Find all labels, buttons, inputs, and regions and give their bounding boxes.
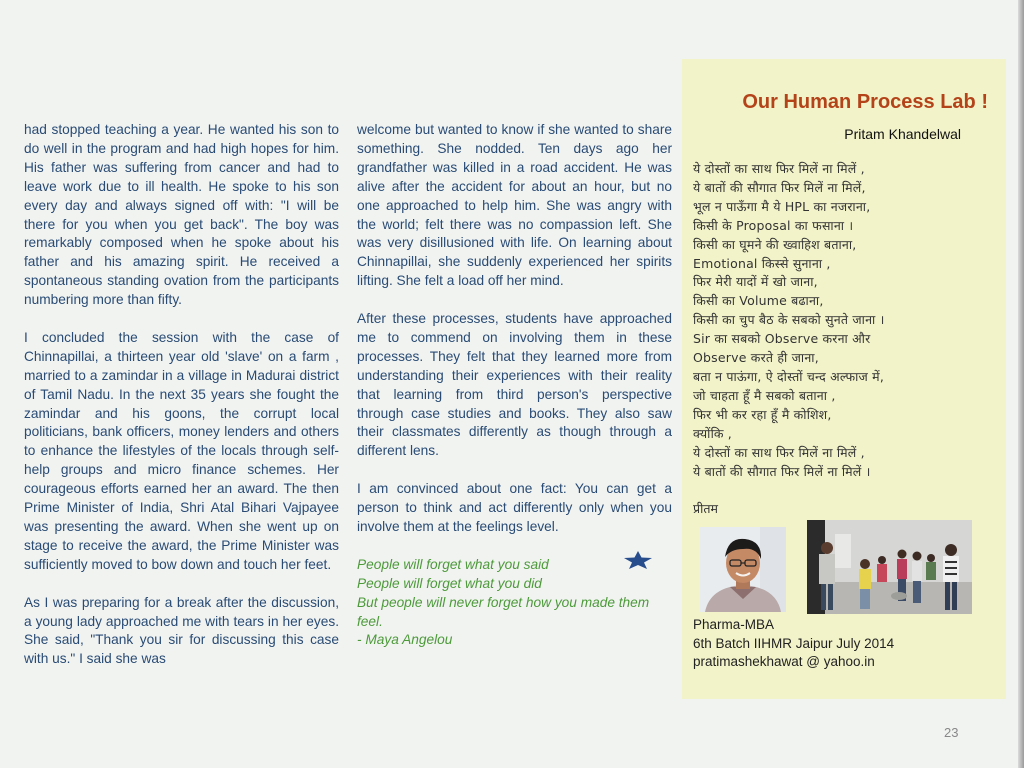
poem-line: फिर मेरी यादों में खो जाना,: [693, 274, 818, 290]
poem-line: Emotional किस्से सुनाना ,: [693, 255, 831, 271]
poem-line: ये बातों की सौगात फिर मिलें ना मिलें ।: [693, 463, 871, 479]
poem-line: फिर भी कर रहा हूँ मै कोशिश,: [693, 406, 832, 422]
classroom-group-photo: [807, 520, 972, 614]
author-portrait-photo: [700, 527, 786, 612]
poem-line: ये दोस्तों का साथ फिर मिलें ना मिलें ,: [693, 444, 865, 460]
left-column: [24, 121, 339, 688]
paragraph: I am convinced about one fact: You can get a person to think and act differently only when you involve them at the feelings level.: [357, 481, 672, 534]
poem-line: किसी के Proposal का फसाना ।: [693, 217, 854, 233]
paragraph: As I was preparing for a break after the discussion, a young lady approached me with tears in her eyes. She said, "Thank you sir for discussing this case with us." I said she was: [24, 594, 339, 667]
program-line: Pharma-MBA: [693, 617, 775, 632]
poem-line: भूल न पाऊँगा मै ये HPL का नजराना,: [693, 198, 871, 214]
quote-attribution: - Maya Angelou: [357, 632, 453, 648]
poem-line: जो चाहता हूँ मै सबको बताना ,: [693, 387, 836, 403]
star-icon: [623, 550, 653, 570]
page-number: 23: [944, 725, 959, 740]
paragraph: had stopped teaching a year. He wanted his son to do well in the program and had high hopes for him. His father was suffering from cancer and had to leave work due to ill health. He spoke to his son every day and always signed off with: "I will be there for you when you get back". The boy was remarkably composed when he spoke about his father and his amazing spirit. He received a spontaneous standing ovation from the participants numbering more than fifty.: [24, 122, 339, 308]
human-process-lab-panel: [682, 59, 1006, 699]
batch-line: 6th Batch IIHMR Jaipur July 2014: [693, 635, 895, 651]
panel-author: Pritam Khandelwal: [844, 126, 961, 142]
quote-line: But people will never forget how you made them feel.: [357, 594, 650, 629]
paragraph: After these processes, students have approached me to commend on involving them in these processes. They felt that they learned more from understanding their experiences with their reality that learning from third person's perspective through case studies and books. They also saw their classmates differently as though through a different lens.: [357, 311, 672, 459]
poem-line: ये बातों की सौगात फिर मिलें ना मिलें,: [693, 179, 866, 195]
hindi-poem: [693, 160, 993, 481]
poem-signoff: प्रीतम: [693, 501, 718, 516]
paragraph: I concluded the session with the case of Chinnapillai, a thirteen year old 'slave' on a farm , married to a zamindar in a village in Madurai district of Tamil Nadu. In the next 35 years she fought the zamindar and his goons, the corrupt local politicians, bank officers, money lenders and others to enhance the lifestyles of the locals through self-help groups and micro finance schemes. Her courageous efforts earned her an award. The then Prime Minister of India, Shri Atal Bihari Vajpayee was presenting the award. When she went up on stage to receive the award, the Prime Minister was sufficiently moved to bow down and touch her feet.: [24, 329, 339, 572]
email-line: pratimashekhawat @ yahoo.in: [693, 654, 875, 669]
quote-line: People will forget what you did: [357, 575, 542, 591]
poem-line: किसी का घूमने की ख्वाहिश बताना,: [693, 236, 857, 252]
quote-line: People will forget what you said: [357, 556, 549, 572]
panel-title: Our Human Process Lab !: [742, 91, 988, 113]
poem-line: बता न पाऊंगा, ऐ दोस्तों चन्द अल्फाज में,: [693, 368, 885, 384]
poem-line: Observe करते ही जाना,: [693, 350, 819, 366]
page-edge-shadow: [1018, 0, 1024, 768]
middle-column: [357, 121, 672, 650]
paragraph: welcome but wanted to know if she wanted to share something. She nodded. Ten days ago her grandfather was killed in a road accident. He was alive after the accident for about an hour, but no one approached to help him. She was angry with the world; felt there was no compassion left. She was very disillusioned with life. On learning about Chinnapillai, she suddenly experienced her spirits lifting. She felt a load off her mind.: [357, 122, 672, 289]
poem-line: Sir का सबको Observe करना और: [693, 331, 871, 347]
poem-line: ये दोस्तों का साथ फिर मिलें ना मिलें ,: [693, 161, 865, 176]
poem-line: किसी का Volume बढाना,: [693, 293, 824, 309]
poem-line: क्योंकि ,: [693, 425, 732, 441]
panel-footer: [693, 616, 894, 672]
poem-line: किसी का चुप बैठ के सबको सुनते जाना ।: [693, 312, 885, 328]
